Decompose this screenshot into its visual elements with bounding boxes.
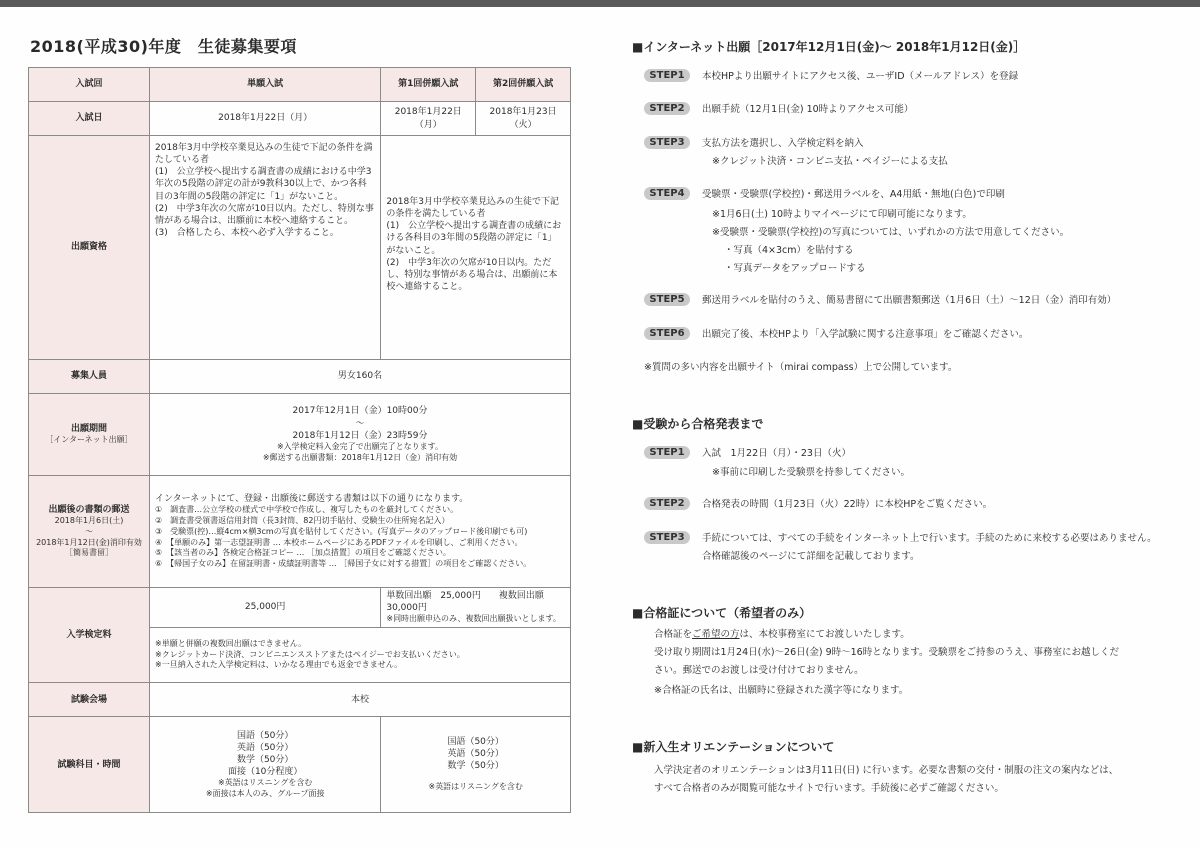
- step-badge: STEP2: [644, 497, 690, 510]
- qual-b-intro: 2018年3月中学校卒業見込みの生徒で下記の条件を満たしている者: [386, 197, 559, 220]
- step-badge: STEP5: [644, 293, 690, 306]
- mail-line-1: ① 調査書…公立学校の様式で中学校で作成し、複写したものを厳封してください。: [155, 505, 459, 515]
- date-label: 入試日: [29, 102, 150, 136]
- top-border: [0, 0, 1200, 7]
- venue-value: 本校: [150, 683, 571, 717]
- col-single: 単願入試: [150, 68, 381, 102]
- capacity-label: 募集人員: [29, 360, 150, 394]
- period-label-sub: ［インターネット出願］: [45, 435, 133, 445]
- fee-note-2: ※クレジットカード決済、コンビニエンスストアまたはペイジーでお支払いください。: [155, 649, 465, 659]
- period-label: [29, 394, 150, 476]
- subj-b-3: 数学（50分）: [447, 761, 504, 772]
- period-end: 2018年1月12日（金）23時59分: [292, 430, 428, 441]
- period-label-text: 出願期間: [70, 424, 107, 435]
- step-text: 郵送用ラベルを貼付のうえ、簡易書留にて出願書類郵送（1月6日（土）～12日（金）消印有効）: [702, 295, 1117, 306]
- cert-line-1b: は、本校事務室にてお渡しいたします。: [739, 629, 910, 640]
- subjects-combined: [381, 717, 571, 813]
- mail-line-0: インターネットにて、登録・出願後に郵送する書類は以下の通りになります。: [155, 494, 469, 505]
- internet-section: [632, 38, 1177, 378]
- internet-step-3: [644, 135, 864, 149]
- period-start: 2017年12月1日（金）10時00分: [292, 406, 428, 417]
- step-text: 合格発表の時間（1月23日（火）22時）に本校HPをご覧ください。: [702, 499, 993, 510]
- qualification-single: [150, 136, 381, 360]
- step-badge: STEP4: [644, 187, 690, 200]
- exam-step-1: [644, 445, 851, 459]
- fee-note-1: ※単願と併願の複数回出願はできません。: [155, 638, 307, 648]
- subjects-label: 試験科目・時間: [29, 717, 150, 813]
- capacity-value: 男女160名: [150, 360, 571, 394]
- fee-notes: [150, 628, 571, 683]
- mail-label-text: 出願後の書類の郵送: [48, 504, 130, 515]
- subj-a-3: 数学（50分）: [236, 754, 294, 765]
- fee-combined: [381, 588, 571, 628]
- exam-step-3-note: 合格確認後のページにて詳細を記載しております。: [702, 551, 920, 562]
- qual-a-intro: 2018年3月中学校卒業見込みの生徒で下記の条件を満たしている者: [155, 143, 373, 166]
- cert-line-3: さい。郵送でのお渡しは受け付けておりません。: [654, 665, 864, 676]
- fee-note-3: ※一旦納入された入学検定料は、いかなる理由でも返金できません。: [155, 660, 403, 670]
- cert-section: [632, 604, 1177, 704]
- col-combined-1: 第1回併願入試: [381, 68, 476, 102]
- cert-line-1a: 合格証を: [654, 629, 693, 640]
- step-text: 入試 1月22日（月）・23日（火）: [702, 448, 851, 459]
- subj-b-1: 国語（50分）: [447, 736, 504, 747]
- period-tilde: ～: [355, 418, 365, 429]
- subj-a-1: 国語（50分）: [236, 730, 294, 741]
- qual-b-2: (2) 中学3年次の欠席が10日以内。ただし、特別な事情がある場合は、出願前に本校へ連絡すること。: [386, 257, 558, 292]
- step-text: 手続については、すべての手続をインターネット上で行います。手続のために来校する必要はありません。: [702, 533, 1157, 544]
- internet-step-4: [644, 186, 1005, 200]
- internet-step-3-note: ※クレジット決済・コンビニ支払・ペイジーによる支払: [712, 156, 948, 167]
- exam-title: ■受験から合格発表まで: [632, 417, 764, 431]
- cert-title: ■合格証について（希望者のみ）: [632, 606, 812, 620]
- fee-single: 25,000円: [150, 588, 381, 628]
- step-badge: STEP2: [644, 102, 690, 115]
- orientation-line-1: 入学決定者のオリエンテーションは3月11日(日) に行います。必要な書類の交付・制服の注文の案内などは、: [654, 765, 1119, 776]
- orientation-line-2: すべて合格者のみが閲覧可能なサイトで行います。手続後に必ずご確認ください。: [654, 783, 1004, 794]
- mail-label: [29, 476, 150, 588]
- date-combined-1: 2018年1月22日（月）: [381, 102, 476, 136]
- qualification-label: 出願資格: [29, 136, 150, 360]
- subj-a-2: 英語（50分）: [236, 742, 294, 753]
- subj-b-2: 英語（50分）: [447, 749, 504, 760]
- period-note-2: ※郵送する出願書類：2018年1月12日（金）消印有効: [262, 452, 458, 462]
- fee-combined-1: 単数回出願 25,000円 複数回出願 30,000円: [386, 591, 553, 614]
- orientation-section: [632, 738, 1177, 798]
- internet-step-4-note-3: ・写真（4×3cm）を貼付する: [724, 245, 854, 256]
- step-badge: STEP1: [644, 446, 690, 459]
- exam-step-2: [644, 496, 992, 510]
- mail-line-5: ⑤ 【該当者のみ】各検定合格証コピー … ［加点措置］の項目をご確認ください。: [155, 548, 451, 558]
- mail-sub-1: 2018年1月6日(土): [54, 515, 124, 525]
- cert-line-4: ※合格証の氏名は、出願時に登録された漢字等になります。: [654, 685, 909, 696]
- period-note-1: ※入学検定料入金完了で出願完了となります。: [276, 441, 444, 451]
- period-value: [150, 394, 571, 476]
- internet-step-4-note-4: ・写真データをアップロードする: [724, 263, 866, 274]
- date-combined-2: 2018年1月23日（火）: [476, 102, 571, 136]
- cert-line-2: 受け取り期間は1月24日(水)～26日(金) 9時～16時となります。受験票をご持参のうえ、事務室にお越しくだ: [654, 647, 1120, 658]
- fee-label: 入学検定料: [29, 588, 150, 683]
- internet-step-4-note-1: ※1月6日(土) 10時よりマイページにて印刷可能になります。: [712, 209, 972, 220]
- qualification-combined: [381, 136, 571, 360]
- page-title: 2018(平成30)年度 生徒募集要項: [30, 37, 297, 56]
- header-label: 入試回: [29, 68, 150, 102]
- step-text: 受験票・受験票(学校控)・郵送用ラベルを、A4用紙・無地(白色)で印刷: [702, 189, 1005, 200]
- mail-sub-4: ［簡易書留］: [65, 548, 113, 558]
- internet-step-2: [644, 101, 913, 115]
- subj-a-note-2: ※面接は本人のみ、グループ面接: [205, 788, 325, 798]
- step-text: 出願完了後、本校HPより「入学試験に関する注意事項」をご確認ください。: [702, 329, 1029, 340]
- exam-section: [632, 415, 1177, 575]
- mail-line-2: ② 調査書受領書返信用封筒（長3封筒、82円切手貼付、受験生の住所宛名記入）: [155, 515, 450, 525]
- subjects-single: [150, 717, 381, 813]
- mail-line-6: ⑥ 【帰国子女のみ】在留証明書・成績証明書等 … ［帰国子女に対する措置］の項目をご確認ください。: [155, 559, 532, 569]
- subj-a-4: 面接（10分程度）: [227, 766, 303, 777]
- mail-line-3: ③ 受験票(控)…縦4cm×横3cmの写真を貼付してください。(写真データのアップロード後印刷でも可): [155, 526, 528, 536]
- step-text: 本校HPより出願サイトにアクセス後、ユーザID（メールアドレス）を登録: [702, 71, 1019, 82]
- subj-b-note: ※英語はリスニングを含む: [428, 782, 523, 792]
- internet-note: ※質問の多い内容を出願サイト（mirai compass）上で公開しています。: [644, 362, 958, 373]
- mail-line-4: ④ 【単願のみ】第一志望証明書 … 本校ホームページにあるPDFファイルを印刷し、ご利用ください。: [155, 537, 523, 547]
- col-combined-2: 第2回併願入試: [476, 68, 571, 102]
- internet-step-1: [644, 68, 1018, 82]
- admission-table: [28, 67, 571, 813]
- step-text: 支払方法を選択し、入学検定料を納入: [702, 138, 864, 149]
- step-badge: STEP3: [644, 531, 690, 544]
- mail-sub-2: ～: [85, 526, 93, 536]
- internet-step-5: [644, 292, 1116, 306]
- qual-b-1: (1) 公立学校へ提出する調査書の成績における各科目の3年間の5段階の評定に「1」がないこと。: [386, 221, 562, 256]
- subj-a-note-1: ※英語はリスニングを含む: [217, 778, 313, 788]
- date-single: 2018年1月22日（月）: [150, 102, 381, 136]
- internet-step-6: [644, 326, 1028, 340]
- step-badge: STEP6: [644, 327, 690, 340]
- internet-step-4-note-2: ※受験票・受験票(学校控)の写真については、いずれかの方法で用意してください。: [712, 227, 1070, 238]
- qual-a-3: (3) 合格したら、本校へ必ず入学すること。: [155, 227, 339, 238]
- mail-sub-3: 2018年1月12日(金)消印有効: [36, 537, 142, 547]
- cert-line-1-underline: ご希望の方: [692, 629, 740, 640]
- mail-value: [150, 476, 571, 588]
- exam-step-3: [644, 530, 1157, 544]
- venue-label: 試験会場: [29, 683, 150, 717]
- cert-line-1: [654, 626, 910, 640]
- exam-step-1-note: ※事前に印刷した受験票を持参してください。: [712, 467, 910, 478]
- qual-a-1: (1) 公立学校へ提出する調査書の成績における中学3年次の5段階の評定の計が9教科30以上で、かつ各科目の3年間の5段階の評定に「1」がないこと。: [155, 167, 372, 202]
- step-badge: STEP3: [644, 136, 690, 149]
- fee-combined-2: ※同時出願申込のみ、複数回出願扱いとします。: [386, 614, 561, 624]
- step-badge: STEP1: [644, 69, 690, 82]
- internet-title: ■インターネット出願［2017年12月1日(金)～ 2018年1月12日(金)］: [632, 40, 1026, 54]
- step-text: 出願手続（12月1日(金) 10時よりアクセス可能）: [702, 104, 914, 115]
- orientation-title: ■新入生オリエンテーションについて: [632, 740, 835, 754]
- qual-a-2: (2) 中学3年次の欠席が10日以内。ただし、特別な事情がある場合は、出願前に本校へ連絡すること。: [155, 203, 374, 226]
